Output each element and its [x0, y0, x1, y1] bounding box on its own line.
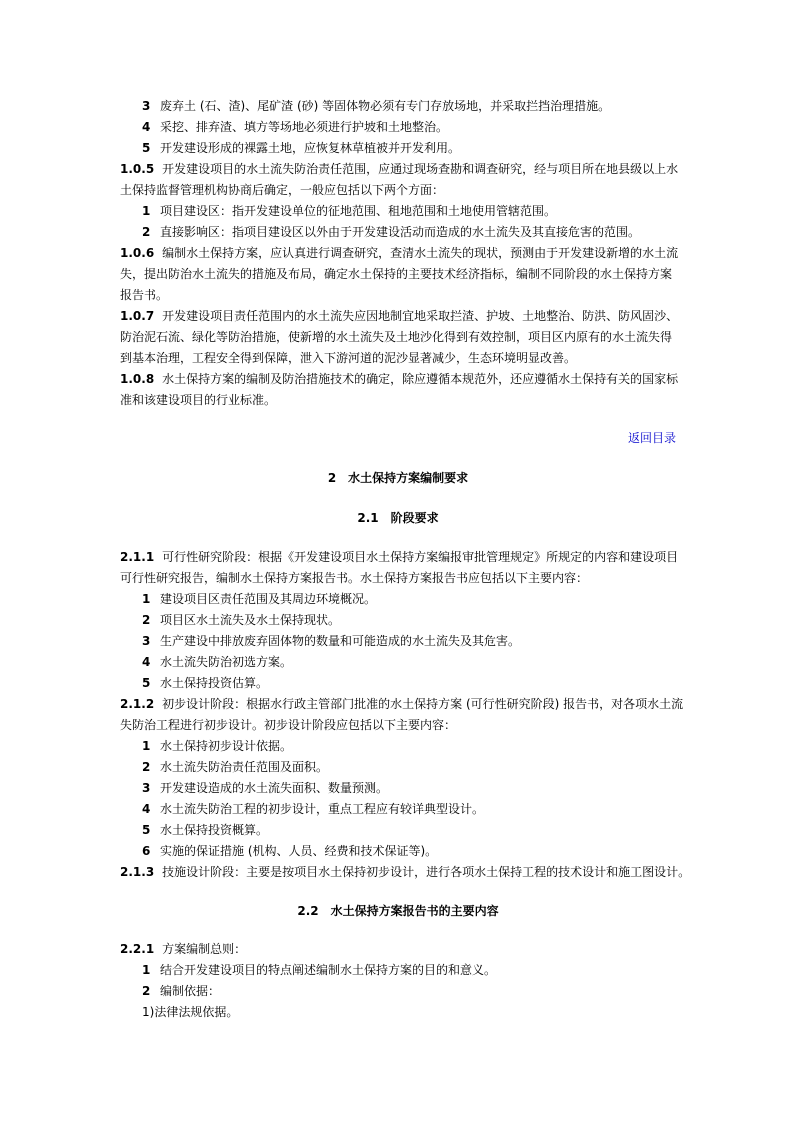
- list-item: 2 直接影响区：指项目建设区以外由于开发建设活动而造成的水土流失及其直接危害的范围。: [142, 225, 641, 239]
- clause-text-line: 失，提出防治水土流失的措施及布局，确定水土保持的主要技术经济指标，编制不同阶段的水土保持方案: [120, 267, 673, 281]
- list-item: 4 采挖、排弃渣、填方等场地必须进行护坡和土地整治。: [142, 120, 449, 134]
- clause-text-line: 到基本治理，工程安全得到保障，泄入下游河道的泥沙显著减少，生态环境明显改善。: [120, 351, 577, 365]
- list-item: 3 废弃土 (石、渣)、尾矿渣 (砂) 等固体物必须有专门存放场地，并采取拦挡治理措施。: [142, 99, 611, 113]
- sub-item: 1)法律法规依据。: [142, 1005, 239, 1019]
- clause-2-1-1: 2.1.1 可行性研究阶段：根据《开发建设项目水土保持方案编报审批管理规定》所规定的内容和建设项目: [120, 550, 679, 564]
- list-item: 6 实施的保证措施 (机构、人员、经费和技术保证等)。: [142, 844, 438, 858]
- clause-2-1-3: 2.1.3 技施设计阶段：主要是按项目水土保持初步设计，进行各项水土保持工程的技术设计和施工图设计。: [120, 865, 691, 879]
- chapter-heading: 2 水土保持方案编制要求: [327, 471, 469, 485]
- clause-1-0-5: 1.0.5 开发建设项目的水土流失防治责任范围，应通过现场查勘和调查研究，经与项目所在地县级以上水: [120, 162, 679, 176]
- clause-1-0-6: 1.0.6 编制水土保持方案，应认真进行调查研究，查清水土流失的现状，预测由于开发建设新增的水土流: [120, 246, 679, 260]
- section-heading: 2.1 阶段要求: [357, 511, 439, 525]
- back-to-toc-link[interactable]: 返回目录: [627, 431, 676, 445]
- clause-2-2-1: 2.2.1 方案编制总则：: [120, 942, 247, 956]
- list-item: 1 建设项目区责任范围及其周边环境概况。: [142, 592, 377, 606]
- back-to-toc-link-row: [628, 428, 676, 448]
- section-heading: 2.2 水土保持方案报告书的主要内容: [297, 904, 499, 918]
- clause-2-1-2: 2.1.2 初步设计阶段：根据水行政主管部门批准的水土保持方案 (可行性研究阶段) 报告书，对各项水土流: [120, 697, 684, 711]
- list-item: 4 水土流失防治初选方案。: [142, 655, 293, 669]
- list-item: 4 水土流失防治工程的初步设计，重点工程应有较详典型设计。: [142, 802, 485, 816]
- list-item: 5 水土保持投资概算。: [142, 823, 269, 837]
- list-item: 2 项目区水土流失及水土保持现状。: [142, 613, 341, 627]
- clause-text-line: 失防治工程进行初步设计。初步设计阶段应包括以下主要内容：: [120, 718, 457, 732]
- clause-text-line: 可行性研究报告，编制水土保持方案报告书。水土保持方案报告书应包括以下主要内容：: [120, 571, 589, 585]
- clause-1-0-8: 1.0.8 水土保持方案的编制及防治措施技术的确定，除应遵循本规范外，还应遵循水土保持有关的国家标: [120, 372, 679, 386]
- list-item: 3 开发建设造成的水土流失面积、数量预测。: [142, 781, 389, 795]
- clause-text-line: 防治泥石流、绿化等防治措施，使新增的水土流失及土地沙化得到有效控制，项目区内原有的水土流失得: [120, 330, 673, 344]
- list-item: 5 开发建设形成的裸露土地，应恢复林草植被并开发利用。: [142, 141, 461, 155]
- list-item: 1 项目建设区：指开发建设单位的征地范围、租地范围和土地使用管辖范围。: [142, 204, 557, 218]
- list-item: 1 水土保持初步设计依据。: [142, 739, 293, 753]
- clause-text-line: 报告书。: [120, 288, 169, 302]
- clause-text-line: 土保持监督管理机构协商后确定，一般应包括以下两个方面：: [120, 183, 445, 197]
- list-item: 2 水土流失防治责任范围及面积。: [142, 760, 329, 774]
- list-item: 1 结合开发建设项目的特点阐述编制水土保持方案的目的和意义。: [142, 963, 497, 977]
- clause-1-0-7: 1.0.7 开发建设项目责任范围内的水土流失应因地制宜地采取拦渣、护坡、土地整治、防洪、防风固沙、: [120, 309, 679, 323]
- list-item: 3 生产建设中排放废弃固体物的数量和可能造成的水土流失及其危害。: [142, 634, 521, 648]
- clause-text-line: 准和该建设项目的行业标准。: [120, 393, 277, 407]
- list-item: 5 水土保持投资估算。: [142, 676, 269, 690]
- list-item: 2 编制依据：: [142, 984, 221, 998]
